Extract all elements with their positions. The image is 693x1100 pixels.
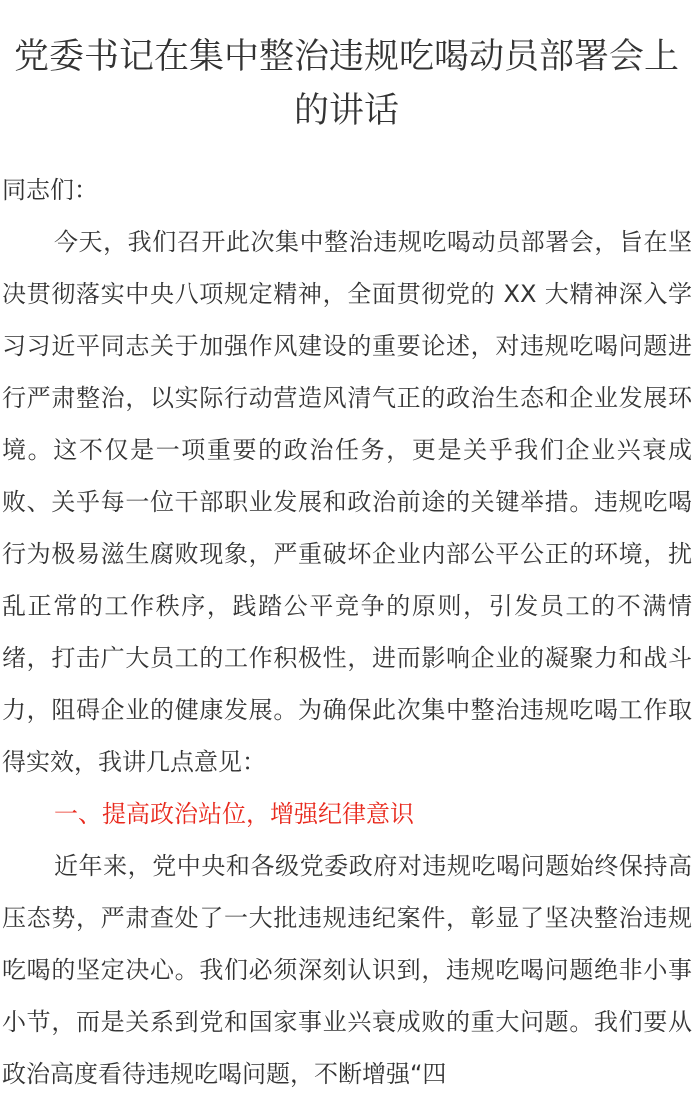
document-title: 党委书记在集中整治违规吃喝动员部署会上的讲话 xyxy=(13,37,679,131)
section-paragraph: 近年来，党中央和各级党委政府对违规吃喝问题始终保持高压态势，严肃查处了一大批违规违纪案件，彰显了坚决整治违规吃喝的坚定决心。我们必须深刻认识到，违规吃喝问题绝非小事小节，而是关系到党和国家事业兴衰成败的重大问题。我们要从政治高度看待违规吃喝问题，不断增强“四 xyxy=(2,852,692,1088)
intro-paragraph: 今天，我们召开此次集中整治违规吃喝动员部署会，旨在坚决贯彻落实中央八项规定精神，全面贯彻党的 XX 大精神深入学习习近平同志关于加强作风建设的重要论述，对违规吃喝问题进行严肃整治，以实际行动营造风清气正的政治生态和企业发展环境。这不仅是一项重要的政治任务，更是关乎我们企业兴衰成败、关乎每一位干部职业发展和政治前途的关键举措。违规吃喝行为极易滋生腐败现象，严重破坏企业内部公平公正的环境，扰乱正常的工作秩序，践踏公平竞争的原则，引发员工的不满情绪，打击广大员工的工作积极性，进而影响企业的凝聚力和战斗力，阻碍企业的健康发展。为确保此次集中整治违规吃喝工作取得实效，我讲几点意见： xyxy=(2,228,692,776)
section-heading: 一、提高政治站位，增强纪律意识 xyxy=(54,800,414,828)
salutation: 同志们： xyxy=(2,176,98,204)
